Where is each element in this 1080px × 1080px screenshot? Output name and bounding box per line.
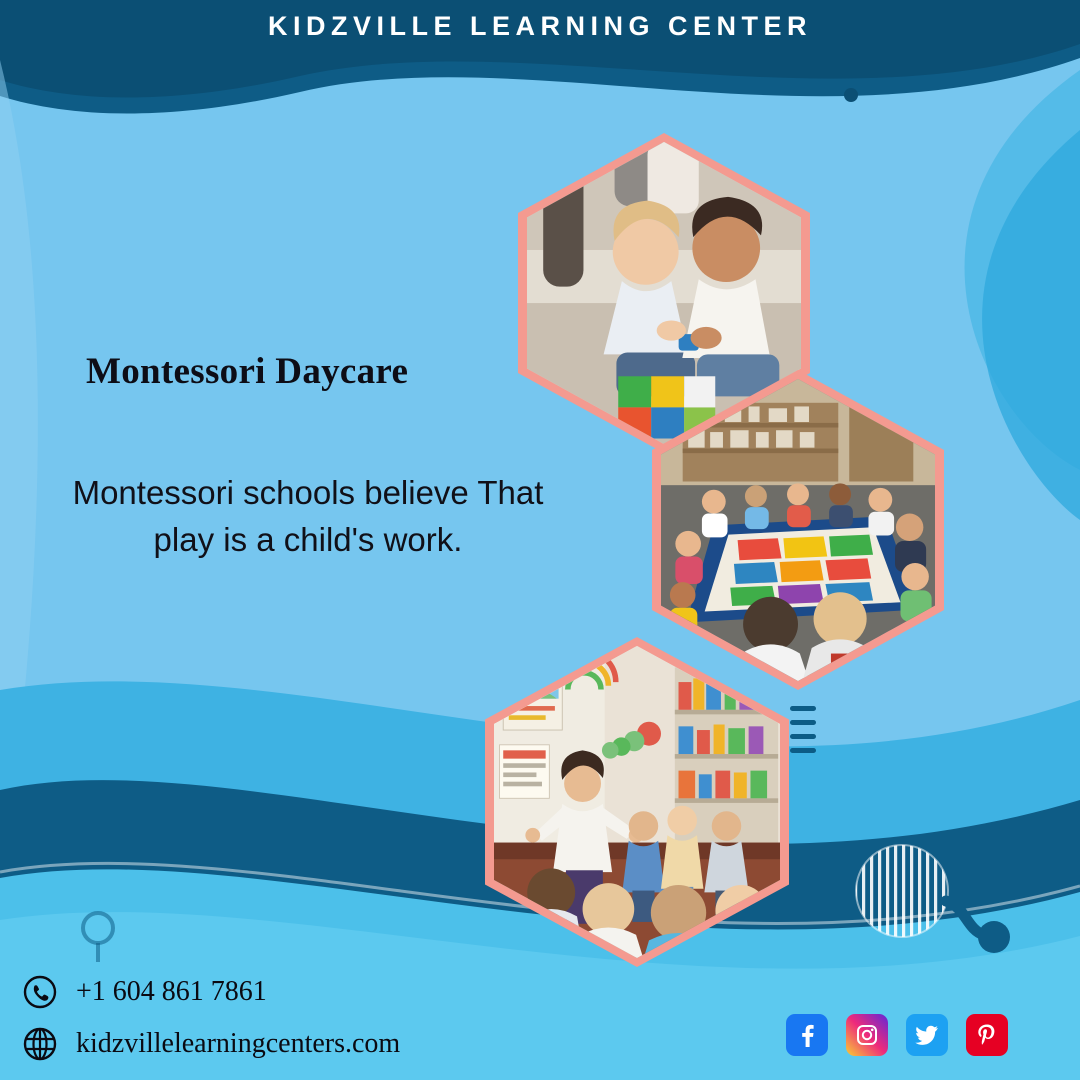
header-bar [0,0,1080,52]
striped-circle-decoration [854,843,1024,968]
social-links [786,1014,1008,1056]
phone-icon [22,974,58,1010]
pinterest-icon[interactable] [966,1014,1008,1056]
contact-block [22,974,400,1062]
globe-icon [22,1026,58,1062]
tagline-text: Montessori schools believe That play is a child's work. [72,474,544,558]
brand-title: KIDZVILLE LEARNING CENTER [267,10,812,41]
contact-phone-row[interactable] [22,974,400,1010]
phone-number: +1 604 861 7861 [76,976,267,1007]
facebook-icon[interactable] [786,1014,828,1056]
instagram-icon[interactable] [846,1014,888,1056]
photo-image-3 [494,646,780,958]
page-title: Montessori Daycare [86,351,409,392]
contact-website-row[interactable] [22,1026,400,1062]
twitter-icon[interactable] [906,1014,948,1056]
stripe-accent-decoration [790,706,816,762]
photo-image-2 [661,379,935,681]
website-url: kidzvillelearningcenters.com [76,1028,401,1059]
